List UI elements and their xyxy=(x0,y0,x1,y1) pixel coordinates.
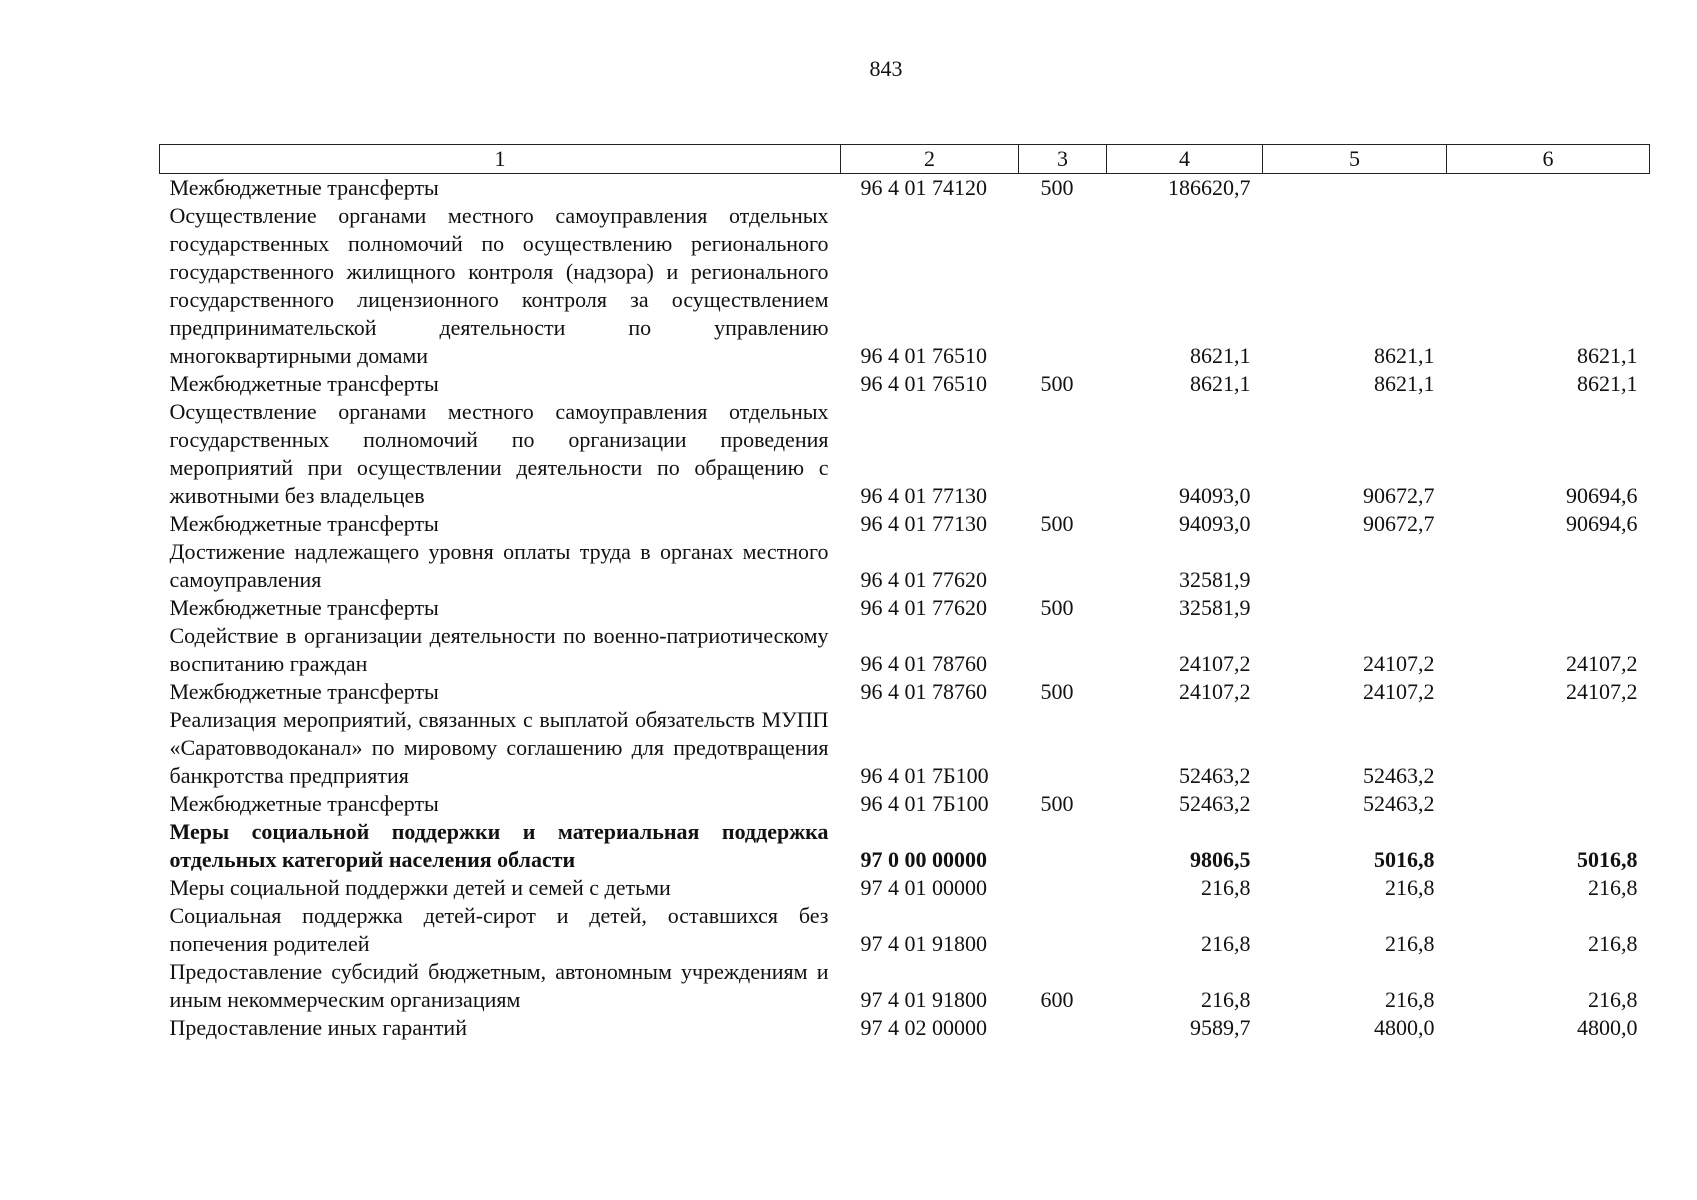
row-kind: 600 xyxy=(1040,987,1074,1012)
row-value-4: 24107,2 xyxy=(1179,679,1251,704)
row-value-4: 8621,1 xyxy=(1190,343,1251,368)
row-value-5: 216,8 xyxy=(1385,875,1435,900)
table-row xyxy=(160,902,1650,958)
table-row xyxy=(160,874,1650,902)
row-value-4: 216,8 xyxy=(1201,987,1251,1012)
row-kind: 500 xyxy=(1040,511,1074,536)
row-value-6 xyxy=(1447,594,1650,622)
row-kind: 500 xyxy=(1040,679,1074,704)
row-name: Межбюджетные трансферты xyxy=(169,791,439,816)
row-code: 96 4 01 78760 xyxy=(860,651,987,676)
row-kind xyxy=(1019,706,1107,790)
table-row xyxy=(160,1014,1650,1042)
row-code: 96 4 01 77130 xyxy=(860,483,987,508)
row-code: 96 4 01 78760 xyxy=(860,679,987,704)
row-value-4: 8621,1 xyxy=(1190,371,1251,396)
row-value-4: 94093,0 xyxy=(1179,483,1251,508)
row-kind xyxy=(1019,874,1107,902)
row-code: 96 4 01 77620 xyxy=(860,595,987,620)
row-name: Осуществление органами местного самоуправления отдельных государственных полномочий по организации проведения мероприятий при осуществлении деятельности по обращению с животными без владельцев xyxy=(169,399,829,508)
table-header xyxy=(160,145,1650,174)
table-row xyxy=(160,538,1650,594)
table-row xyxy=(160,594,1650,622)
table-row xyxy=(160,678,1650,706)
row-value-6 xyxy=(1447,790,1650,818)
row-value-6: 24107,2 xyxy=(1566,651,1638,676)
row-value-5: 90672,7 xyxy=(1363,483,1435,508)
row-code: 97 4 01 91800 xyxy=(860,987,987,1012)
row-name: Предоставление субсидий бюджетным, автономным учреждениям и иным некоммерческим организациям xyxy=(169,959,829,1012)
row-value-5: 8621,1 xyxy=(1374,371,1435,396)
row-name: Достижение надлежащего уровня оплаты труда в органах местного самоуправления xyxy=(169,539,829,592)
row-kind xyxy=(1019,538,1107,594)
row-value-4: 216,8 xyxy=(1201,931,1251,956)
row-value-4: 186620,7 xyxy=(1168,175,1251,200)
row-name: Межбюджетные трансферты xyxy=(169,371,439,396)
row-value-4: 9806,5 xyxy=(1190,847,1251,872)
table-row xyxy=(160,370,1650,398)
row-value-5: 90672,7 xyxy=(1363,511,1435,536)
row-value-6 xyxy=(1447,174,1650,203)
row-kind: 500 xyxy=(1040,371,1074,396)
row-kind xyxy=(1019,622,1107,678)
row-code: 96 4 01 76510 xyxy=(860,371,987,396)
row-name: Осуществление органами местного самоуправления отдельных государственных полномочий по осуществлению регионального государственного жилищного контроля (надзора) и регионального государственного лицензионного контроля за осуществлением предпринимательской деятельности по управлению многоквартирными домами xyxy=(169,203,829,368)
table-row xyxy=(160,174,1650,203)
row-value-6: 90694,6 xyxy=(1566,511,1638,536)
row-value-4: 52463,2 xyxy=(1179,763,1251,788)
table-row xyxy=(160,818,1650,874)
row-value-4: 32581,9 xyxy=(1179,595,1251,620)
row-kind: 500 xyxy=(1040,791,1074,816)
row-value-6: 5016,8 xyxy=(1577,847,1638,872)
row-kind xyxy=(1019,398,1107,510)
row-value-6: 8621,1 xyxy=(1577,371,1638,396)
row-value-6: 216,8 xyxy=(1588,931,1638,956)
row-name: Межбюджетные трансферты xyxy=(169,595,439,620)
row-value-5 xyxy=(1263,538,1447,594)
row-kind xyxy=(1019,1014,1107,1042)
row-name: Межбюджетные трансферты xyxy=(169,679,439,704)
row-value-5: 52463,2 xyxy=(1363,791,1435,816)
column-header-1: 1 xyxy=(160,145,841,174)
column-header-5: 5 xyxy=(1263,145,1447,174)
table-row xyxy=(160,706,1650,790)
row-value-6: 216,8 xyxy=(1588,987,1638,1012)
row-value-6: 8621,1 xyxy=(1577,343,1638,368)
row-name: Предоставление иных гарантий xyxy=(169,1015,467,1040)
row-value-6 xyxy=(1447,706,1650,790)
row-name: Содействие в организации деятельности по военно-патриотическому воспитанию граждан xyxy=(169,623,829,676)
row-name: Межбюджетные трансферты xyxy=(169,175,439,200)
column-header-2: 2 xyxy=(841,145,1019,174)
row-name: Меры социальной поддержки и материальная поддержка отдельных категорий населения области xyxy=(169,819,829,872)
row-value-5: 216,8 xyxy=(1385,931,1435,956)
row-value-4: 32581,9 xyxy=(1179,567,1251,592)
row-code: 96 4 01 77620 xyxy=(860,567,987,592)
row-code: 96 4 01 7Б100 xyxy=(860,763,989,788)
row-name: Меры социальной поддержки детей и семей с детьми xyxy=(169,875,671,900)
budget-table xyxy=(159,144,1650,1042)
column-header-6: 6 xyxy=(1447,145,1650,174)
row-code: 96 4 01 7Б100 xyxy=(860,791,989,816)
row-kind: 500 xyxy=(1040,175,1074,200)
column-header-3: 3 xyxy=(1019,145,1107,174)
row-value-6: 90694,6 xyxy=(1566,483,1638,508)
row-value-5: 216,8 xyxy=(1385,987,1435,1012)
table-body xyxy=(160,174,1650,1043)
row-code: 97 0 00 00000 xyxy=(860,847,987,872)
row-kind xyxy=(1019,902,1107,958)
row-value-4: 94093,0 xyxy=(1179,511,1251,536)
row-value-5: 5016,8 xyxy=(1374,847,1435,872)
row-value-4: 24107,2 xyxy=(1179,651,1251,676)
table-row xyxy=(160,622,1650,678)
row-code: 97 4 01 91800 xyxy=(860,931,987,956)
row-name: Социальная поддержка детей-сирот и детей, оставшихся без попечения родителей xyxy=(169,903,829,956)
page-number: 843 xyxy=(869,56,903,81)
row-code: 96 4 01 74120 xyxy=(860,175,987,200)
row-kind: 500 xyxy=(1040,595,1074,620)
row-code: 97 4 02 00000 xyxy=(860,1015,987,1040)
row-value-5: 24107,2 xyxy=(1363,651,1435,676)
row-value-6 xyxy=(1447,538,1650,594)
row-value-5: 8621,1 xyxy=(1374,343,1435,368)
row-value-6: 24107,2 xyxy=(1566,679,1638,704)
row-code: 96 4 01 76510 xyxy=(860,343,987,368)
row-name: Реализация мероприятий, связанных с выплатой обязательств МУПП «Саратовводоканал» по мировому соглашению для предотвращения банкротства предприятия xyxy=(169,707,829,788)
row-value-4: 9589,7 xyxy=(1190,1015,1251,1040)
table-row xyxy=(160,958,1650,1014)
row-kind xyxy=(1019,818,1107,874)
row-value-4: 216,8 xyxy=(1201,875,1251,900)
row-value-5: 4800,0 xyxy=(1374,1015,1435,1040)
table-row xyxy=(160,790,1650,818)
row-value-5 xyxy=(1263,174,1447,203)
row-value-5 xyxy=(1263,594,1447,622)
row-value-6: 216,8 xyxy=(1588,875,1638,900)
table-row xyxy=(160,398,1650,510)
header-row xyxy=(160,145,1650,174)
row-kind xyxy=(1019,202,1107,370)
table-row xyxy=(160,510,1650,538)
table-row xyxy=(160,202,1650,370)
row-value-4: 52463,2 xyxy=(1179,791,1251,816)
column-header-4: 4 xyxy=(1107,145,1263,174)
row-value-5: 52463,2 xyxy=(1363,763,1435,788)
row-code: 96 4 01 77130 xyxy=(860,511,987,536)
row-value-6: 4800,0 xyxy=(1577,1015,1638,1040)
row-value-5: 24107,2 xyxy=(1363,679,1435,704)
row-name: Межбюджетные трансферты xyxy=(169,511,439,536)
row-code: 97 4 01 00000 xyxy=(860,875,987,900)
